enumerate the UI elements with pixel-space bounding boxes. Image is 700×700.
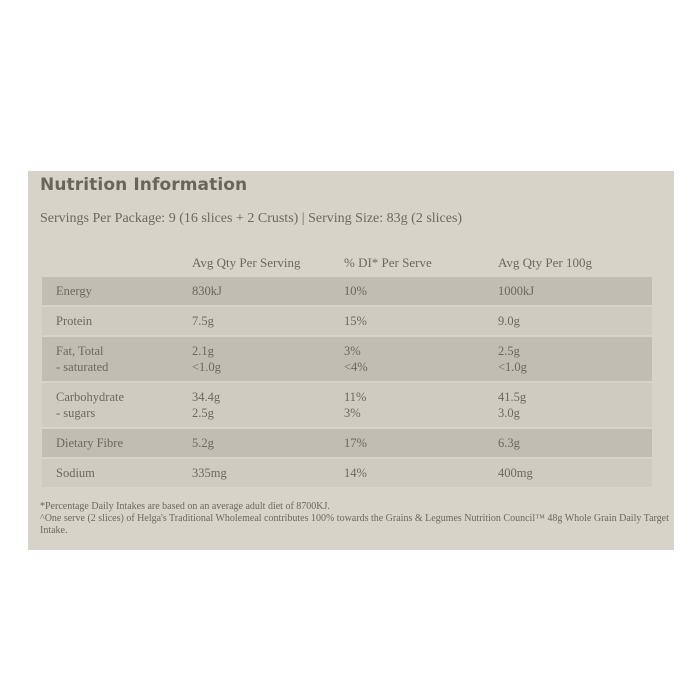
cell-avg-serving-line: 335mg — [192, 466, 227, 480]
nutrition-table — [42, 241, 652, 489]
cell-avg-100g — [498, 283, 534, 299]
cell-nutrient-line: Sodium — [56, 466, 95, 480]
cell-avg-serving-line: 34.4g — [192, 390, 221, 404]
cell-nutrient-line: Dietary Fibre — [56, 436, 123, 450]
cell-avg-serving — [192, 343, 221, 375]
table-body — [42, 277, 652, 487]
cell-di-per-serve-line: 17% — [344, 436, 367, 450]
header-avg-serving: Avg Qty Per Serving — [192, 255, 301, 270]
table-row — [42, 307, 652, 335]
footnote-whole-grain: ^One serve (2 slices) of Helga's Traditional Wholemeal contributes 100% towards the Grains & Legumes Nutrition Council™ 48g Whole Grain Daily Target Intake. — [40, 513, 669, 536]
cell-nutrient — [56, 435, 123, 451]
cell-di-per-serve — [344, 283, 367, 299]
cell-avg-serving — [192, 389, 220, 421]
cell-di-per-serve — [344, 343, 368, 375]
footnote-di: *Percentage Daily Intakes are based on an average adult diet of 8700KJ. — [40, 501, 330, 512]
cell-avg-serving-line: 2.5g — [192, 406, 214, 420]
cell-nutrient-line: - saturated — [56, 360, 109, 374]
panel-title: Nutrition Information — [40, 175, 248, 195]
cell-avg-serving-line: 7.5g — [192, 314, 214, 328]
cell-avg-serving-line: 830kJ — [192, 284, 222, 298]
cell-nutrient — [56, 283, 92, 299]
cell-di-per-serve-line: 3% — [344, 406, 361, 420]
cell-avg-100g — [498, 389, 526, 421]
cell-avg-100g — [498, 465, 533, 481]
header-di-per-serve: % DI* Per Serve — [344, 255, 432, 270]
cell-nutrient — [56, 313, 92, 329]
cell-avg-100g — [498, 343, 527, 375]
cell-di-per-serve-line: 15% — [344, 314, 367, 328]
cell-avg-100g — [498, 435, 520, 451]
cell-nutrient-line: Energy — [56, 284, 92, 298]
cell-avg-100g-line: 41.5g — [498, 390, 527, 404]
cell-di-per-serve-line: 10% — [344, 284, 367, 298]
cell-di-per-serve-line: 14% — [344, 466, 367, 480]
cell-nutrient — [56, 389, 124, 421]
cell-di-per-serve — [344, 465, 367, 481]
table-header — [42, 241, 652, 277]
cell-di-per-serve — [344, 435, 367, 451]
cell-avg-100g-line: 2.5g — [498, 344, 520, 358]
cell-di-per-serve — [344, 313, 367, 329]
table-row — [42, 429, 652, 457]
cell-nutrient-line: Fat, Total — [56, 344, 104, 358]
table-row — [42, 337, 652, 381]
cell-di-per-serve-line: <4% — [344, 360, 368, 374]
cell-nutrient — [56, 343, 108, 375]
cell-di-per-serve-line: 11% — [344, 390, 367, 404]
cell-avg-serving-line: 2.1g — [192, 344, 214, 358]
nutrition-panel — [28, 171, 674, 550]
cell-nutrient-line: - sugars — [56, 406, 96, 420]
cell-avg-100g-line: 400mg — [498, 466, 533, 480]
cell-nutrient-line: Carbohydrate — [56, 390, 125, 404]
header-avg-100g: Avg Qty Per 100g — [498, 255, 593, 270]
cell-nutrient-line: Protein — [56, 314, 93, 328]
cell-di-per-serve-line: 3% — [344, 344, 361, 358]
cell-avg-serving — [192, 283, 222, 299]
cell-avg-100g — [498, 313, 520, 329]
table-row — [42, 277, 652, 305]
cell-avg-serving-line: 5.2g — [192, 436, 214, 450]
cell-avg-100g-line: <1.0g — [498, 360, 527, 374]
cell-avg-serving — [192, 435, 214, 451]
cell-avg-serving — [192, 313, 214, 329]
table-row — [42, 459, 652, 487]
cell-nutrient — [56, 465, 95, 481]
cell-avg-serving — [192, 465, 227, 481]
cell-avg-100g-line: 3.0g — [498, 406, 520, 420]
footnotes — [40, 501, 670, 537]
cell-di-per-serve — [344, 389, 366, 421]
servings-info: Servings Per Package: 9 (16 slices + 2 Crusts) | Serving Size: 83g (2 slices) — [40, 211, 463, 226]
cell-avg-100g-line: 1000kJ — [498, 284, 535, 298]
table-row — [42, 383, 652, 427]
cell-avg-serving-line: <1.0g — [192, 360, 221, 374]
cell-avg-100g-line: 6.3g — [498, 436, 520, 450]
cell-avg-100g-line: 9.0g — [498, 314, 520, 328]
